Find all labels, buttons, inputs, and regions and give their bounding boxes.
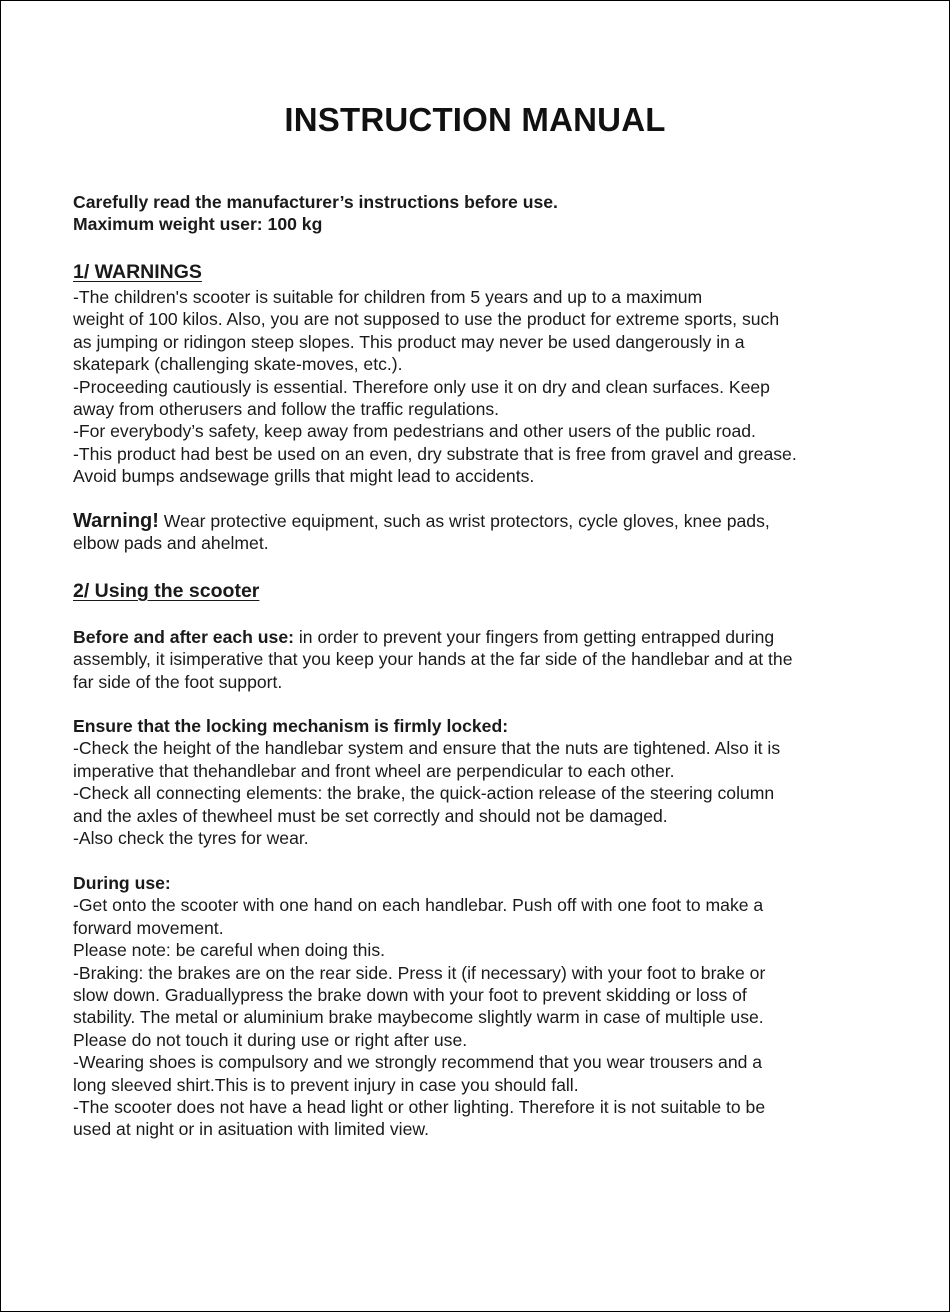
text-line: -Check the height of the handlebar system and ensure that the nuts are tightened. Also it is xyxy=(73,738,781,759)
page-title: INSTRUCTION MANUAL xyxy=(284,101,666,138)
section-heading-warnings: 1/ WARNINGS xyxy=(73,261,202,283)
text-line: Please note: be careful when doing this. xyxy=(73,940,386,961)
text-line: as jumping or ridingon steep slopes. This product may never be used dangerously in a xyxy=(73,331,745,352)
text-line: stability. The metal or aluminium brake maybecome slightly warm in case of multiple use. xyxy=(73,1007,764,1028)
text-line xyxy=(73,626,883,648)
text-line: -Get onto the scooter with one hand on each handlebar. Push off with one foot to make a xyxy=(73,895,764,916)
during-use-paragraph xyxy=(73,872,883,1141)
text-line: -Proceeding cautiously is essential. Therefore only use it on dry and clean surfaces. Keep xyxy=(73,376,770,397)
warnings-text xyxy=(73,286,883,488)
text-line: -Also check the tyres for wear. xyxy=(73,828,309,849)
before-label: Before and after each use: xyxy=(73,627,294,647)
before-text: in order to prevent your fingers from getting entrapped during xyxy=(293,627,775,647)
text-line: long sleeved shirt.This is to prevent injury in case you should fall. xyxy=(73,1074,579,1095)
text-line: and the axles of thewheel must be set correctly and should not be damaged. xyxy=(73,805,668,826)
text-line: -The children's scooter is suitable for children from 5 years and up to a maximum xyxy=(73,287,703,307)
ensure-paragraph xyxy=(73,715,883,849)
intro-line: Carefully read the manufacturer’s instructions before use. xyxy=(73,192,558,212)
text-line: imperative that thehandlebar and front wheel are perpendicular to each other. xyxy=(73,760,675,781)
before-after-paragraph xyxy=(73,626,883,693)
text-line: -For everybody’s safety, keep away from pedestrians and other users of the public road. xyxy=(73,421,756,442)
warning-label: Warning! xyxy=(73,510,159,532)
text-line: weight of 100 kilos. Also, you are not supposed to use the product for extreme sports, such xyxy=(73,309,780,330)
text-line: slow down. Graduallypress the brake down with your foot to prevent skidding or loss of xyxy=(73,985,747,1006)
text-line: -This product had best be used on an even, dry substrate that is free from gravel and grease. xyxy=(73,443,797,464)
text-line: -Check all connecting elements: the brake, the quick-action release of the steering column xyxy=(73,783,775,804)
text-line: Avoid bumps andsewage grills that might lead to accidents. xyxy=(73,466,535,487)
warning-line xyxy=(73,510,883,532)
text-line: assembly, it isimperative that you keep your hands at the far side of the handlebar and at the xyxy=(73,649,793,670)
warning-text: Wear protective equipment, such as wrist protectors, cycle gloves, knee pads, xyxy=(158,511,770,531)
warning-paragraph xyxy=(73,510,883,555)
text-line: -The scooter does not have a head light or other lighting. Therefore it is not suitable to be xyxy=(73,1097,766,1118)
intro-line: Maximum weight user: 100 kg xyxy=(73,214,323,235)
text-line: -Wearing shoes is compulsory and we strongly recommend that you wear trousers and a xyxy=(73,1052,763,1073)
text-line: far side of the foot support. xyxy=(73,671,283,692)
during-label: During use: xyxy=(73,873,171,893)
text-line: forward movement. xyxy=(73,917,224,938)
ensure-label: Ensure that the locking mechanism is firmly locked: xyxy=(73,716,509,736)
text-line: -Braking: the brakes are on the rear side. Press it (if necessary) with your foot to brake or xyxy=(73,962,766,983)
text-line: skatepark (challenging skate-moves, etc.). xyxy=(73,354,403,375)
warning-line: elbow pads and ahelmet. xyxy=(73,533,269,554)
section-heading-using: 2/ Using the scooter xyxy=(73,580,260,602)
intro xyxy=(73,191,883,236)
text-line: used at night or in asituation with limited view. xyxy=(73,1119,429,1140)
text-line: Please do not touch it during use or right after use. xyxy=(73,1029,468,1050)
text-line: away from otherusers and follow the traffic regulations. xyxy=(73,399,500,420)
